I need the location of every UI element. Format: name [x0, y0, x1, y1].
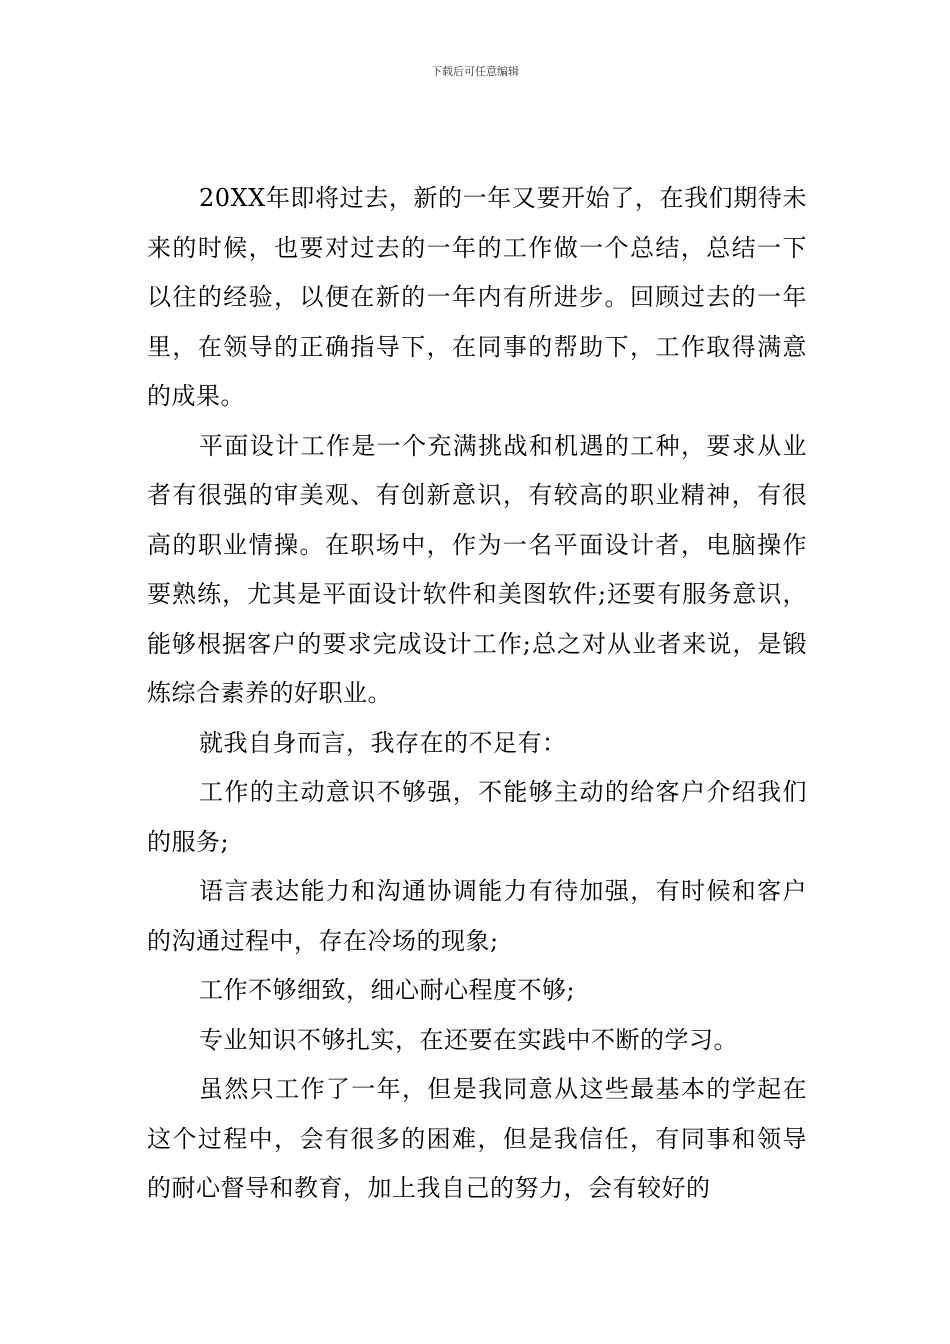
paragraph-shortcomings-lead: 就我自身而言，我存在的不足有： — [199, 728, 567, 757]
page-header: 下载后可任意编辑 — [431, 65, 519, 78]
paragraph-shortcoming-detail: 工作不够细致，细心耐心程度不够; — [199, 976, 576, 1004]
document-body — [147, 174, 807, 1214]
paragraph-outlook: 虽然只工作了一年，但是我同意从这些最基本的学起在这个过程中，会有很多的困难，但是我信任，有同事和领导的耐心督导和教育，加上我自己的努力，会有较好的 — [147, 1075, 807, 1202]
paragraph-design-work: 平面设计工作是一个充满挑战和机遇的工种，要求从业者有很强的审美观、有创新意识，有较高的职业精神，有很高的职业情操。在职场中，作为一名平面设计者，电脑操作要熟练，尤其是平面设计软件和美图软件;还要有服务意识，能够根据客户的要求完成设计工作;总之对从业者来说，是锻炼综合素养的好职业。 — [147, 431, 807, 707]
paragraph-shortcoming-knowledge: 专业知识不够扎实，在还要在实践中不断的学习。 — [199, 1025, 738, 1054]
paragraph-intro: 20XX年即将过去，新的一年又要开始了，在我们期待未来的时候，也要对过去的一年的工作做一个总结，总结一下以往的经验，以便在新的一年内有所进步。回顾过去的一年里，在领导的正确指导下，在同事的帮助下，工作取得满意的成果。 — [147, 184, 807, 410]
paragraph-shortcoming-initiative: 工作的主动意识不够强，不能够主动的给客户介绍我们的服务; — [147, 778, 807, 856]
paragraph-shortcoming-communication: 语言表达能力和沟通协调能力有待加强，有时候和客户的沟通过程中，存在冷场的现象; — [147, 877, 807, 955]
